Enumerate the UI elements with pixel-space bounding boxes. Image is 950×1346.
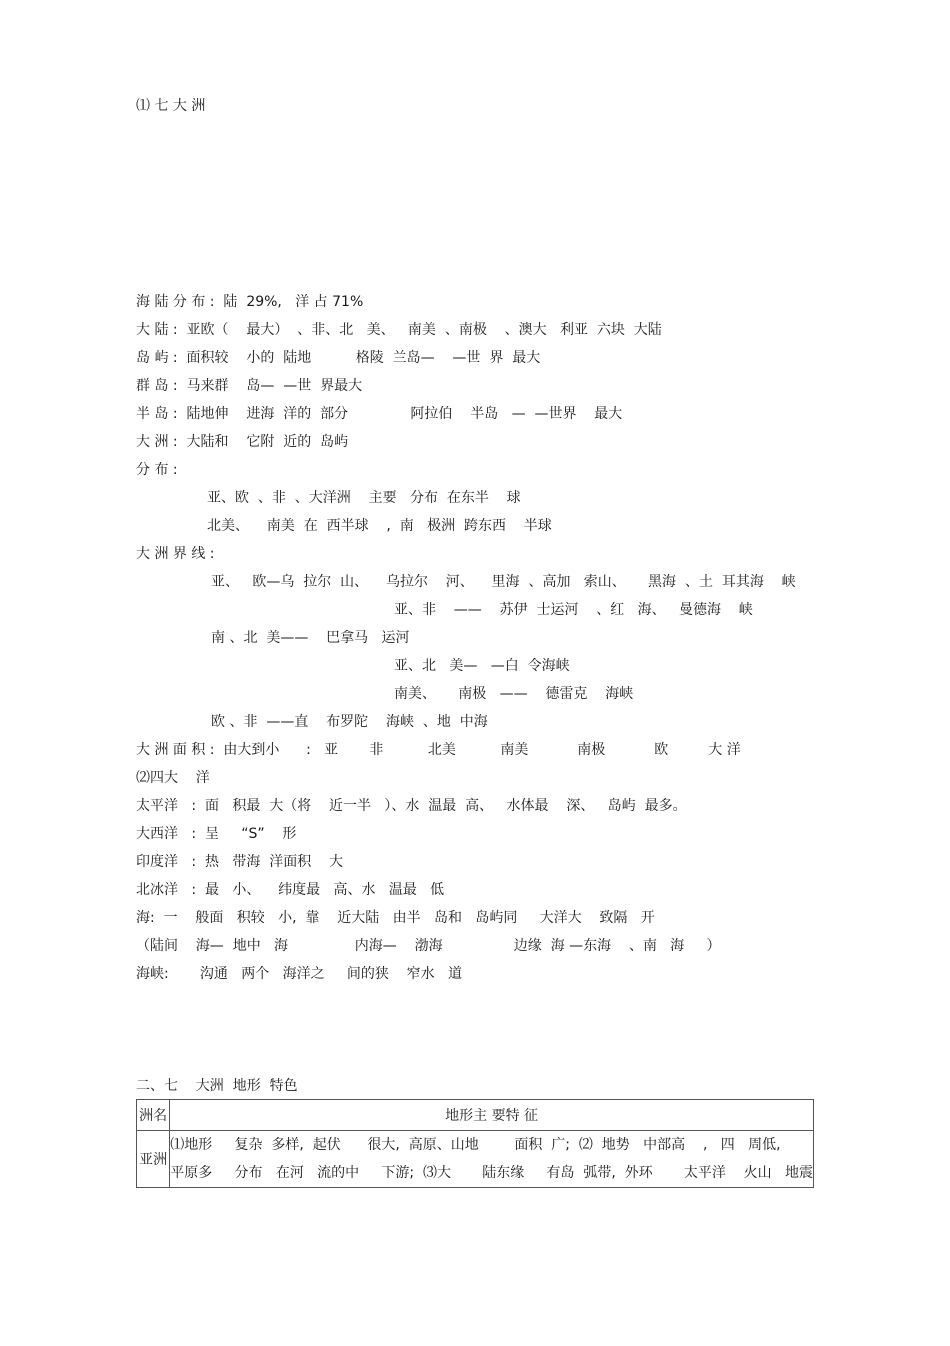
section-title-seven-continents: ⑴ 七 大 洲: [136, 98, 206, 114]
feature-line-2: 平原多 分布 在河 流的中 下游; ⑶大 陆东缘 有岛 弧带, 外环 太平洋 火山 地震: [170, 1165, 813, 1181]
table-header-row: [137, 1100, 814, 1131]
sea-types: （陆间 海— 地中 海 内海— 渤海 边缘 海 —东海 、南 海 ）: [136, 938, 721, 954]
table-cell-features: [170, 1131, 814, 1188]
boundary-asia-north-america: 亚、北 美— —白 令海峡: [394, 658, 570, 674]
distribution-eastern: 亚、欧 、非 、大洋洲 主要 分布 在东半 球: [207, 490, 521, 506]
distribution-western: 北美、 南美 在 西半球 , 南 极洲 跨东西 半球: [207, 518, 552, 534]
boundary-south-america-antarctica: 南美、 南极 —— 德雷克 海峡: [394, 686, 634, 702]
section-title-four-oceans: ⑵四大 洋: [136, 770, 210, 786]
atlantic-ocean: 大西洋 : 呈 “S” 形: [136, 826, 297, 842]
distribution-heading: 分 布 :: [136, 462, 178, 478]
boundary-heading: 大 洲 界 线 :: [136, 546, 215, 562]
boundary-asia-africa: 亚、非 —— 苏伊 士运河 、红 海、 曼德海 峡: [394, 602, 753, 618]
archipelago-definition: 群 岛 : 马来群 岛— —世 界最大: [136, 378, 363, 394]
sea-definition: 海: 一 般面 积较 小, 靠 近大陆 由半 岛和 岛屿同 大洋大 致隔 开: [136, 910, 655, 926]
table-cell-continent: 亚洲: [137, 1131, 170, 1188]
feature-line-1: ⑴地形 复杂 多样, 起伏 很大, 高原、山地 面积 广; ⑵ 地势 中部高 , 四 周低,: [170, 1137, 781, 1153]
pacific-ocean: 太平洋 : 面 积最 大（将 近一半 ）、水 温最 高、 水体最 深、 岛屿 最多。: [136, 798, 687, 814]
boundary-europe-africa: 欧 、非 ——直 布罗陀 海峡 、地 中海: [211, 714, 488, 730]
table-row: [137, 1131, 814, 1188]
continent-definition: 大 陆 : 亚欧（ 最大） 、非、北 美、 南美 、南极 、澳大 利亚 六块 大陆: [136, 322, 662, 338]
indian-ocean: 印度洋 : 热 带海 洋面积 大: [136, 854, 344, 870]
island-definition: 岛 屿 : 面积较 小的 陆地 格陵 兰岛— —世 界 最大: [136, 350, 541, 366]
table-header-continent: 洲名: [137, 1100, 170, 1131]
peninsula-definition: 半 岛 : 陆地伸 进海 洋的 部分 阿拉伯 半岛 — —世界 最大: [136, 406, 623, 422]
boundary-south-north-america: 南 、北 美—— 巴拿马 运河: [211, 630, 410, 646]
boundary-asia-europe: 亚、 欧—乌 拉尔 山、 乌拉尔 河、 里海 、高加 索山、 黑海 、土 耳其海 峡: [211, 574, 796, 590]
continent-region-definition: 大 洲 : 大陆和 它附 近的 岛屿: [136, 434, 349, 450]
terrain-table: [136, 1099, 814, 1188]
strait-definition: 海峡: 沟通 两个 海洋之 间的狭 窄水 道: [136, 966, 462, 982]
section-title-terrain: 二、七 大洲 地形 特色: [136, 1078, 298, 1094]
table-header-features: 地形主 要特 征: [170, 1100, 814, 1131]
land-sea-distribution: 海 陆 分 布 : 陆 29%, 洋 占 71%: [136, 294, 364, 310]
arctic-ocean: 北冰洋 : 最 小、 纬度最 高、水 温最 低: [136, 882, 445, 898]
continent-area-ranking: 大 洲 面 积 : 由大到小 : 亚 非 北美 南美 南极 欧 大 洋: [136, 742, 741, 758]
